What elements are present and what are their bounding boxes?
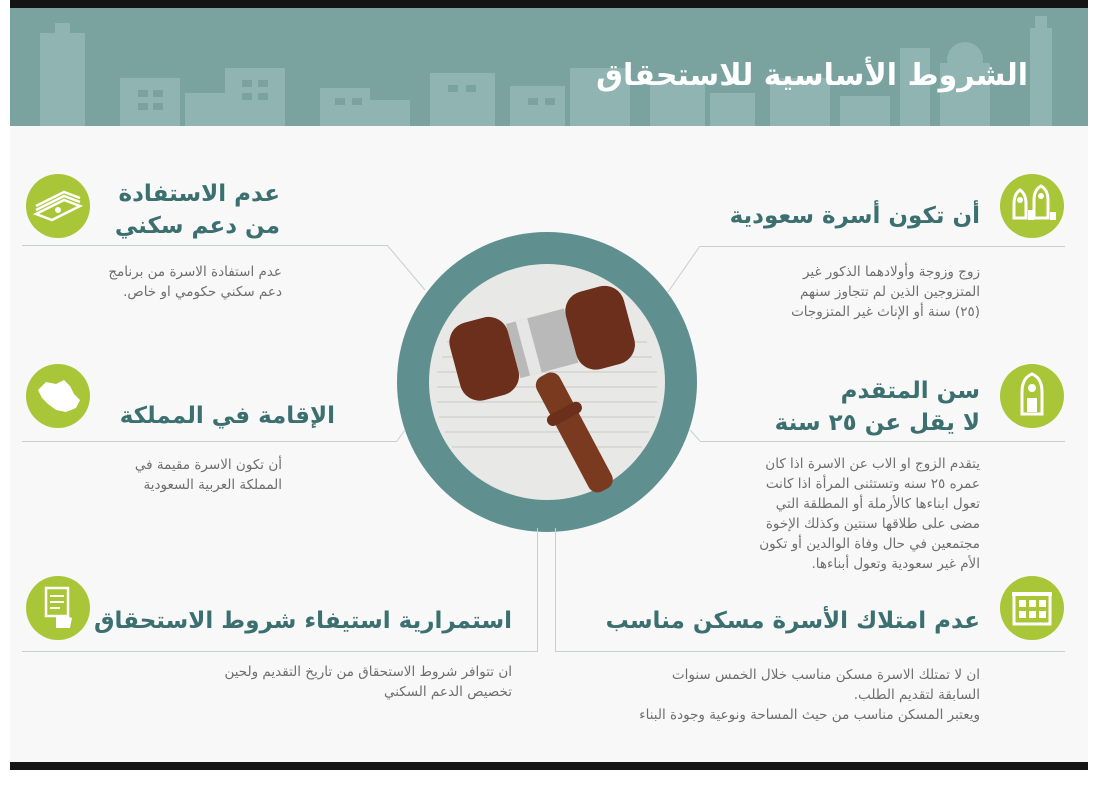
desc-line: تعول ابناءها كالأرملة أو المطلقة التي <box>775 496 980 512</box>
bottom-border <box>10 762 1088 770</box>
desc-line: عمره ٢٥ سنه وتستثنى المرأة اذا كانت <box>765 476 980 492</box>
desc-line: ان تتوافر شروط الاستحقاق من تاريخ التقديم ولحين <box>224 664 512 680</box>
desc-line: ويعتبر المسكن مناسب من حيث المساحة ونوعية وجودة البناء <box>639 707 980 723</box>
title-line: لا يقل عن ٢٥ سنة <box>774 410 980 436</box>
desc-line: الأم غير سعودية وتعول أبناءها. <box>811 556 980 572</box>
center-gavel-image <box>397 232 697 532</box>
desc-line: عدم استفادة الاسرة من برنامج <box>108 264 282 280</box>
divider-residence <box>22 441 397 442</box>
title-line: سن المتقدم <box>840 378 980 404</box>
saudi-map-icon <box>26 364 90 428</box>
title-line: من دعم سكني <box>114 213 280 239</box>
saudi-family-title: أن تكون أسرة سعودية <box>729 203 980 229</box>
connector-right-vertical <box>555 528 556 652</box>
no-housing-title: عدم امتلاك الأسرة مسكن مناسب <box>605 608 980 634</box>
connector-left-vertical <box>537 528 538 652</box>
building-icon <box>1000 576 1064 640</box>
desc-line: زوج وزوجة وأولادهما الذكور غير <box>802 264 980 280</box>
no-support-title <box>115 178 280 242</box>
document-hand-icon <box>26 576 90 640</box>
desc-line: مجتمعين في حال وفاة الوالدين أو تكون <box>759 536 980 552</box>
top-border <box>10 0 1088 8</box>
desc-line: يتقدم الزوج او الاب عن الاسرة اذا كان <box>765 456 980 472</box>
divider-continuity <box>22 651 537 652</box>
desc-line: ان لا تمتلك الاسرة مسكن مناسب خلال الخمس سنوات <box>671 667 980 683</box>
divider-saudi-family <box>700 246 1065 247</box>
no-housing-description <box>540 665 980 725</box>
family-icon <box>1000 174 1064 238</box>
divider-applicant-age <box>700 441 1065 442</box>
continuity-title: استمرارية استيفاء شروط الاستحقاق <box>93 608 512 634</box>
money-icon <box>26 174 90 238</box>
residence-title: الإقامة في المملكة <box>119 403 335 429</box>
desc-line: السابقة لتقديم الطلب. <box>853 687 980 703</box>
applicant-age-description <box>660 454 980 574</box>
applicant-age-title <box>775 375 980 439</box>
desc-line: المتزوجين الذين لم تتجاوز سنهم <box>800 284 980 300</box>
saudi-family-description <box>680 262 980 322</box>
desc-line: مضى على طلاقها سنتين وكذلك الإخوة <box>765 516 980 532</box>
desc-line: تخصيص الدعم السكني <box>383 684 512 700</box>
desc-line: أن تكون الاسرة مقيمة في <box>134 457 282 473</box>
desc-line: دعم سكني حكومي او خاص. <box>123 284 282 300</box>
person-icon <box>1000 364 1064 428</box>
desc-line: (٢٥) سنة أو الإناث غير المتزوجات <box>791 304 980 320</box>
no-support-description <box>42 262 282 302</box>
title-line: عدم الاستفادة <box>118 181 280 207</box>
gavel-icon <box>397 232 697 532</box>
page-title: الشروط الأساسية للاستحقاق <box>596 58 1028 93</box>
desc-line: المملكة العربية السعودية <box>143 477 282 493</box>
residence-description <box>42 455 282 495</box>
divider-no-housing <box>555 651 1065 652</box>
header-banner <box>10 8 1088 126</box>
divider-no-support <box>22 245 387 246</box>
continuity-description <box>92 662 512 702</box>
